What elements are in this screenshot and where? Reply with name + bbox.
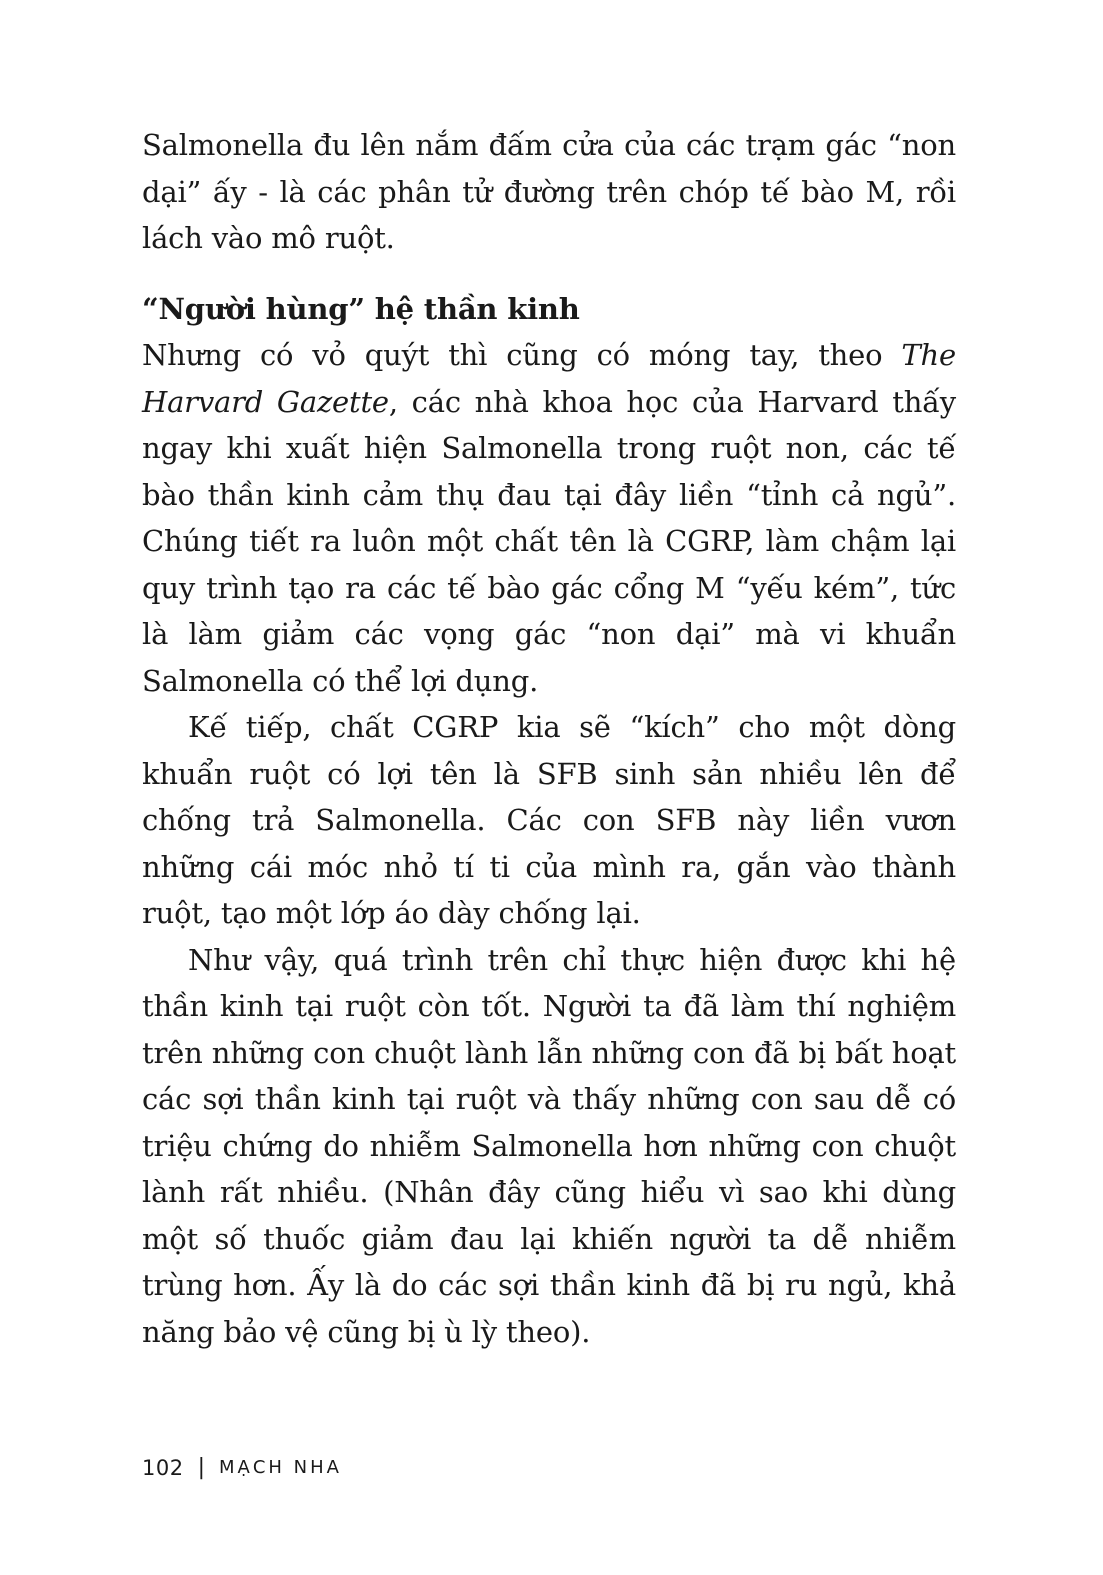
section-heading: “Người hùng” hệ thần kinh [142, 291, 580, 326]
page-number: 102 [142, 1455, 184, 1480]
paragraph-2-text-start: Nhưng có vỏ quýt thì cũng có móng tay, theo [142, 338, 902, 372]
paragraph-4: Như vậy, quá trình trên chỉ thực hiện được khi hệ thần kinh tại ruột còn tốt. Người ta đã làm thí nghiệm trên những con chuột lành lẫn những con đã bị bất hoạt các sợi thần kinh tại ruột và thấy những con sau dễ có triệu chứng do nhiễm Salmonella hơn những con chuột lành rất nhiều. (Nhân đây cũng hiểu vì sao khi dùng một số thuốc giảm đau lại khiến người ta dễ nhiễm trùng hơn. Ấy là do các sợi thần kinh đã bị ru ngủ, khả năng bảo vệ cũng bị ù lỳ theo). [142, 942, 956, 1349]
paragraph-3: Kế tiếp, chất CGRP kia sẽ “kích” cho một dòng khuẩn ruột có lợi tên là SFB sinh sản nhiều lên để chống trả Salmonella. Các con SFB này liền vươn những cái móc nhỏ tí ti của mình ra, gắn vào thành ruột, tạo một lớp áo dày chống lại. [142, 710, 956, 930]
body-text [142, 122, 956, 1355]
book-title: MẠCH NHA [219, 1457, 342, 1478]
paragraph-2-text-end: , các nhà khoa học của Harvard thấy ngay khi xuất hiện Salmonella trong ruột non, các tế bào thần kinh cảm thụ đau tại đây liền “tỉnh cả ngủ”. Chúng tiết ra luôn một chất tên là CGRP, làm chậm lại quy trình tạo ra các tế bào gác cổng M “yếu kém”, tức là làm giảm các vọng gác “non dại” mà vi khuẩn Salmonella có thể lợi dụng. [142, 384, 956, 698]
footer-separator: | [197, 1455, 206, 1480]
paragraph-2 [142, 332, 956, 704]
paragraph-1: Salmonella đu lên nắm đấm cửa của các trạm gác “non dại” ấy - là các phân tử đường trên chóp tế bào M, rồi lách vào mô ruột. [142, 128, 956, 255]
publication-title: The Harvard Gazette [142, 338, 956, 419]
page-footer [142, 1455, 342, 1480]
